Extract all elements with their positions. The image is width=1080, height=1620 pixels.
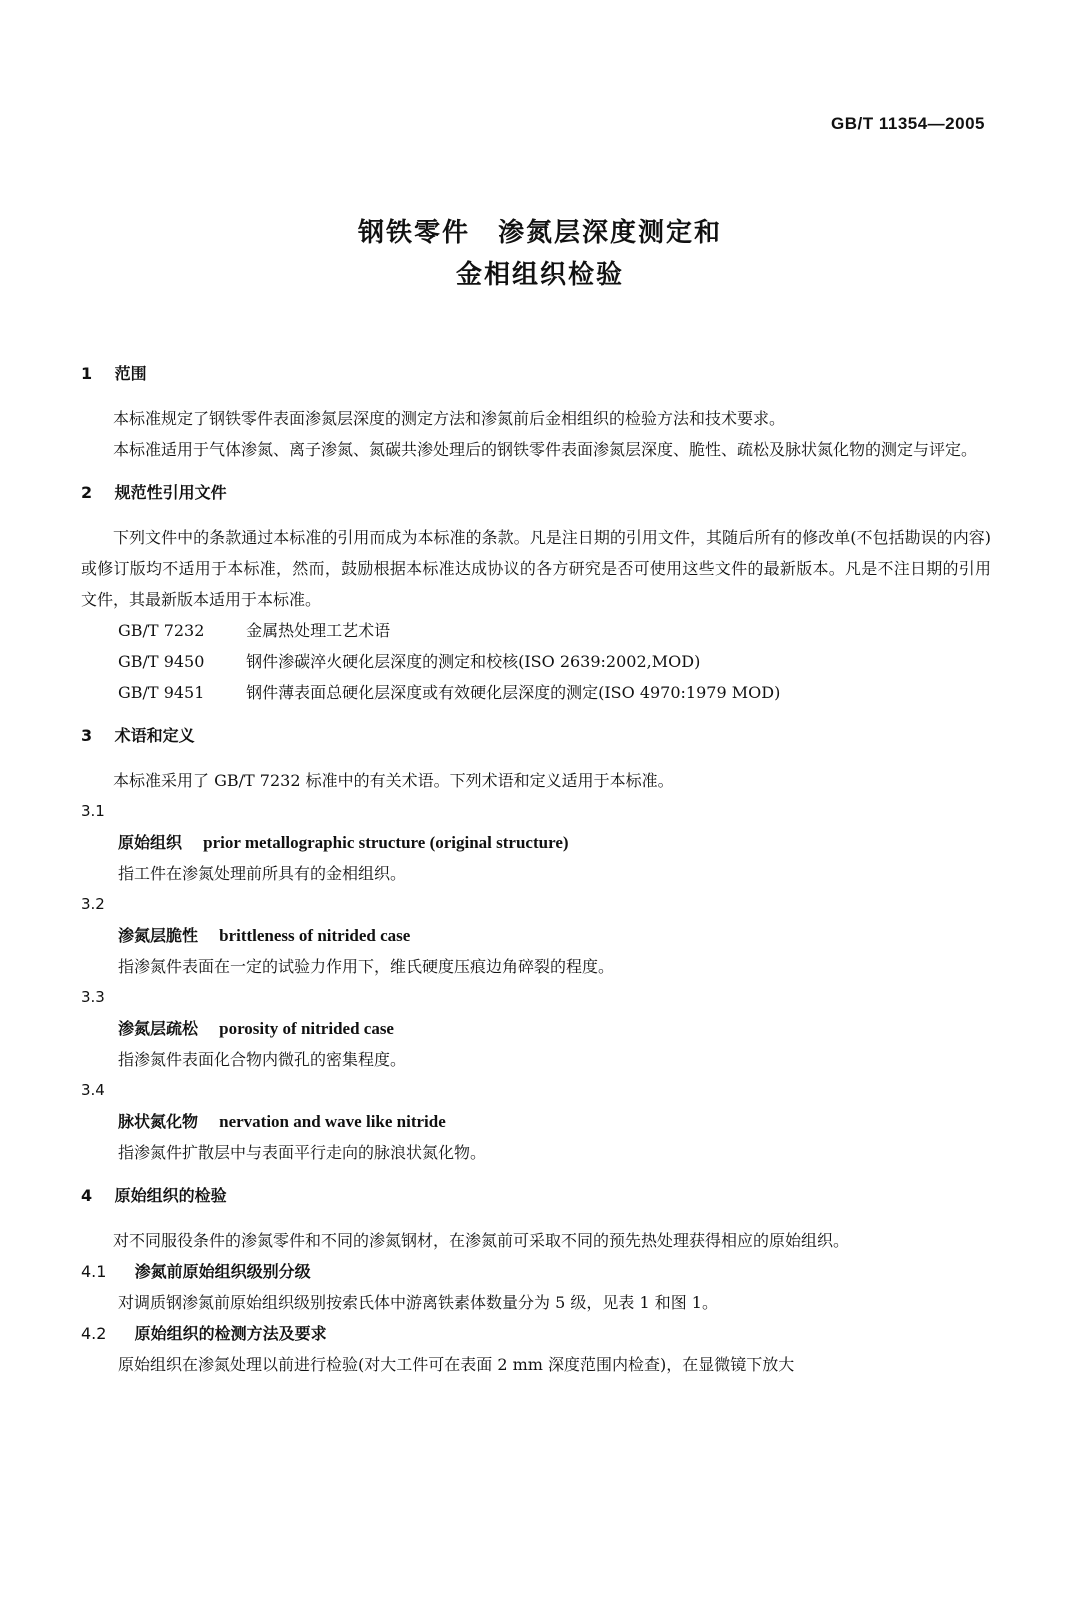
reference-item [81, 646, 991, 677]
term-entry [81, 920, 991, 951]
section-title: 原始组织的检验 [114, 1186, 227, 1205]
reference-title: 钢件薄表面总硬化层深度或有效硬化层深度的测定(ISO 4970:1979 MOD) [246, 683, 781, 702]
term-definition: 指渗氮件表面在一定的试验力作用下，维氏硬度压痕边角碎裂的程度。 [118, 957, 615, 976]
standard-code: GB/T 11354—2005 [831, 114, 985, 133]
section-number: 2 [81, 483, 93, 502]
paragraph: 对调质钢渗氮前原始组织级别按索氏体中游离铁素体数量分为 5 级，见表 1 和图 1。 [118, 1293, 718, 1312]
term-zh: 原始组织 [118, 833, 183, 852]
document-body [81, 348, 991, 1380]
section-4-heading [81, 1180, 991, 1211]
term-definition: 指渗氮件扩散层中与表面平行走向的脉浪状氮化物。 [118, 1143, 487, 1162]
section-number: 3 [81, 726, 93, 745]
reference-item [81, 677, 991, 708]
term-zh: 渗氮层脆性 [118, 926, 199, 945]
term-en: prior metallographic structure (original structure) [203, 833, 569, 852]
section-title: 规范性引用文件 [114, 483, 227, 502]
paragraph: 本标准适用于气体渗氮、离子渗氮、氮碳共渗处理后的钢铁零件表面渗氮层深度、脆性、疏松及脉状氮化物的测定与评定。 [113, 440, 978, 459]
title-line-2: 金相组织检验 [455, 260, 624, 290]
paragraph: 本标准采用了 GB/T 7232 标准中的有关术语。下列术语和定义适用于本标准。 [113, 771, 674, 790]
section-title: 范围 [114, 364, 147, 383]
reference-code: GB/T 9451 [118, 683, 205, 702]
term-en: brittleness of nitrided case [219, 926, 411, 945]
reference-title: 钢件渗碳淬火硬化层深度的测定和校核(ISO 2639:2002,MOD) [246, 652, 701, 671]
subsection-heading [81, 1318, 991, 1349]
subsection-title: 原始组织的检测方法及要求 [134, 1324, 327, 1343]
section-2-heading [81, 477, 991, 508]
reference-title: 金属热处理工艺术语 [246, 621, 391, 640]
term-entry [81, 1013, 991, 1044]
subsection-title: 渗氮前原始组织级别分级 [134, 1262, 311, 1281]
paragraph: 对不同服役条件的渗氮零件和不同的渗氮钢材，在渗氮前可采取不同的预先热处理获得相应的原始组织。 [113, 1231, 850, 1250]
term-zh: 脉状氮化物 [118, 1112, 199, 1131]
paragraph: 下列文件中的条款通过本标准的引用而成为本标准的条款。凡是注日期的引用文件，其随后所有的修改单(不包括勘误的内容)或修订版均不适用于本标准，然而，鼓励根据本标准达成协议的各方研究是否可使用这些文件的最新版本。凡是不注日期的引用文件，其最新版本适用于本标准。 [81, 528, 991, 609]
term-entry [81, 827, 991, 858]
section-number: 4 [81, 1186, 93, 1205]
clause-number: 3.2 [81, 895, 105, 913]
title-line-1: 钢铁零件 渗氮层深度测定和 [357, 218, 722, 248]
reference-code: GB/T 7232 [118, 621, 205, 640]
term-en: nervation and wave like nitride [219, 1112, 446, 1131]
term-en: porosity of nitrided case [219, 1019, 394, 1038]
paragraph: 本标准规定了钢铁零件表面渗氮层深度的测定方法和渗氮前后金相组织的检验方法和技术要求。 [113, 409, 786, 428]
document-title [0, 212, 1080, 296]
section-number: 1 [81, 364, 93, 383]
clause-number: 3.1 [81, 802, 105, 820]
term-definition: 指工件在渗氮处理前所具有的金相组织。 [118, 864, 407, 883]
reference-code: GB/T 9450 [118, 652, 205, 671]
reference-item [81, 615, 991, 646]
term-entry [81, 1106, 991, 1137]
section-1-heading [81, 358, 991, 389]
section-3-heading [81, 720, 991, 751]
clause-number: 3.3 [81, 988, 105, 1006]
subsection-number: 4.2 [81, 1324, 107, 1343]
subsection-number: 4.1 [81, 1262, 107, 1281]
section-title: 术语和定义 [114, 726, 195, 745]
term-definition: 指渗氮件表面化合物内微孔的密集程度。 [118, 1050, 407, 1069]
clause-number: 3.4 [81, 1081, 105, 1099]
term-zh: 渗氮层疏松 [118, 1019, 199, 1038]
paragraph: 原始组织在渗氮处理以前进行检验(对大工件可在表面 2 mm 深度范围内检查)，在显微镜下放大 [118, 1355, 795, 1374]
subsection-heading [81, 1256, 991, 1287]
